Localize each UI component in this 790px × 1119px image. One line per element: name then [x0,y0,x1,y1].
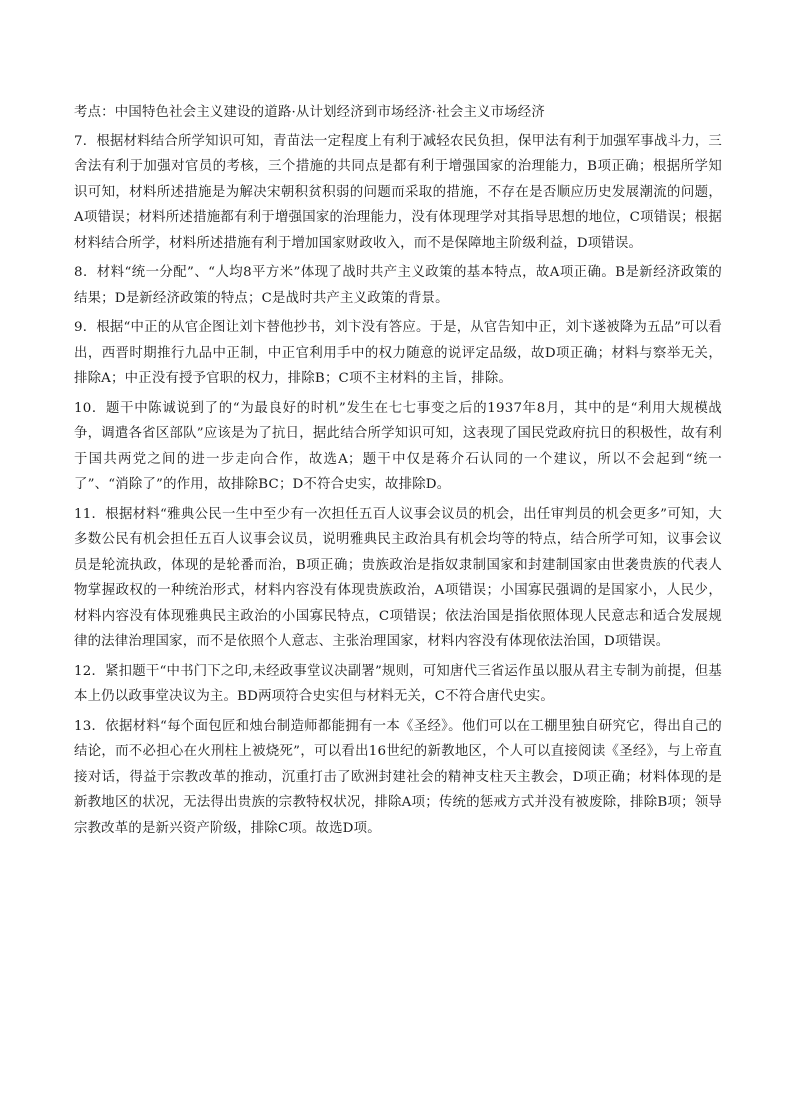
answer-item-12 [74,659,722,710]
answer-number: 7． [74,133,97,149]
kaodian-line: 考点：中国特色社会主义建设的道路·从计划经济到市场经济·社会主义市场经济 [74,105,545,120]
answer-item-13 [74,714,722,842]
answer-text: 根据“中正的从官企图让刘卞替他抄书，刘卞没有答应。于是，从官告知中正，刘卞遂被降为五品”可以看出，西晋时期推行九品中正制，中正官利用手中的权力随意的说评定品级，故D项正确；材料与察举无关，排除A；中正没有授予官职的权力，排除B；C项不主材料的主旨，排除。 [74,320,722,386]
answer-text: 根据材料结合所学知识可知，青苗法一定程度上有利于减轻农民负担，保甲法有利于加强军事战斗力，三舍法有利于加强对官员的考核，三个措施的共同点是都有利于增强国家的治理能力，B项正确；根据所学知识可知，材料所述措施是为解决宋朝积贫积弱的问题而采取的措施，不存在是否顺应历史发展潮流的问题，A项错误；材料所述措施都有利于增强国家的治理能力，没有体现理学对其指导思想的地位，C项错误；根据材料结合所学，材料所述措施有利于增加国家财政收入，而不是保障地主阶级利益，D项错误。 [74,133,723,251]
answer-text: 题干中陈诚说到了的“为最良好的时机”发生在七七事变之后的1937年8月，其中的是“利用大规模战争，调遣各省区部队”应该是为了抗日，据此结合所学知识可知，这表现了国民党政府抗日的积极性，故有利于国共两党之间的进一步走向合作，故选A；题干中仅是蒋介石认同的一个建议，所以不会起到“统一了”、“消除了”的作用，故排除BC；D不符合史实，故排除D。 [74,400,722,492]
answer-item-9 [74,315,722,392]
answer-item-11 [74,502,722,655]
answer-number: 12． [74,663,106,679]
answer-text: 紧扣题干“中书门下之印,未经政事堂议决副署”规则，可知唐代三省运作虽以服从君主专制为前提，但基本上仍以政事堂决议为主。BD两项符合史实但与材料无关，C不符合唐代史实。 [74,663,722,704]
answer-item-10 [74,396,722,498]
answer-number: 11． [74,506,106,522]
answer-number: 8． [74,265,97,280]
answer-text: 材料“统一分配”、“人均8平方米”体现了战时共产主义政策的基本特点，故A项正确。B是新经济政策的结果；D是新经济政策的特点；C是战时共产主义政策的背景。 [74,265,723,306]
answer-explanations-page [74,100,722,845]
answer-text: 根据材料“雅典公民一生中至少有一次担任五百人议事会议员的机会，出任审判员的机会更多”可知，大多数公民有机会担任五百人议事会议员，说明雅典民主政治具有机会均等的特点，结合所学可知，议事会议员是轮流执政，体现的是轮番而治，B项正确；贵族政治是指奴隶制国家和封建制国家由世袭贵族的代表人物掌握政权的一种统治形式，材料内容没有体现贵族政治，A项错误；小国寡民强调的是国家小，人民少，材料内容没有体现雅典民主政治的小国寡民特点，C项错误；依法治国是指依照体现人民意志和适合发展规律的法律治理国家，而不是依照个人意志、主张治理国家，材料内容没有体现依法治国，D项错误。 [74,506,723,649]
answer-text: 依据材料“每个面包匠和烛台制造师都能拥有一本《圣经》。他们可以在工棚里独自研究它，得出自己的结论，而不必担心在火刑柱上被烧死”，可以看出16世纪的新教地区，个人可以直接阅读《圣经》，与上帝直接对话，得益于宗教改革的推动，沉重打击了欧洲封建社会的精神支柱天主教会，D项正确；材料体现的是新教地区的状况，无法得出贵族的宗教特权状况，排除A项；传统的惩戒方式并没有被废除，排除B项；领导宗教改革的是新兴资产阶级，排除C项。故选D项。 [74,718,723,836]
answer-item-8 [74,260,722,311]
answer-item-7 [74,129,722,257]
answer-number: 9． [74,320,97,335]
answer-number: 13． [74,718,106,734]
answer-number: 10． [74,400,107,416]
